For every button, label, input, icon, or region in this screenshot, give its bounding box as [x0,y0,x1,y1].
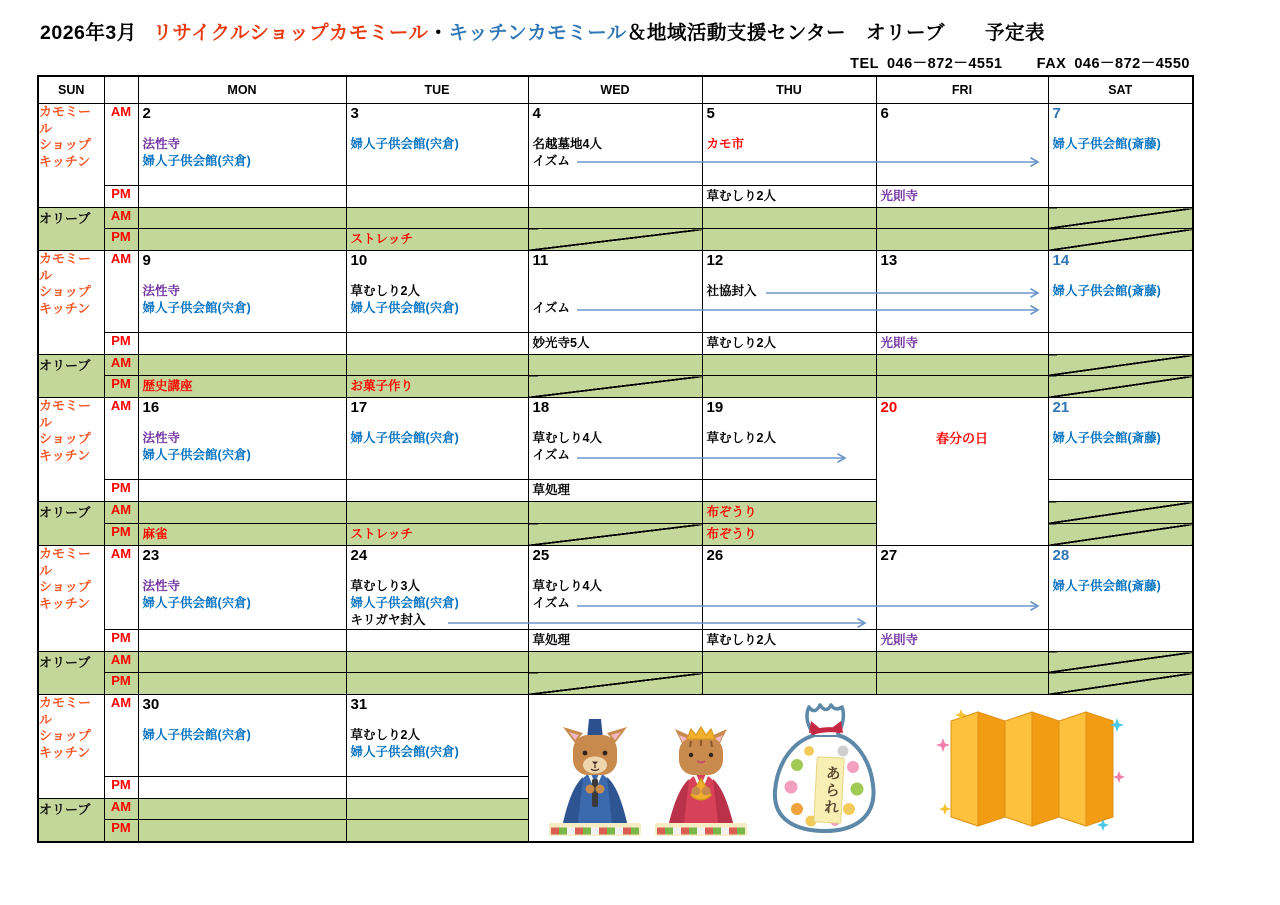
schedule-entry: 婦人子供会館(宍倉) [350,431,459,445]
row-label-chamomile-shop-kitchen [38,398,104,502]
holiday-label: 春分の日 [935,431,988,446]
schedule-entry: 草むしり4人 [532,431,602,445]
cell-week3-wed-olive-am [528,502,702,524]
schedule-entry: 草むしり2人 [706,189,776,203]
schedule-entry: 法性寺 [142,137,181,151]
row-label-olive: オリーブ [38,652,104,695]
schedule-table [37,75,1194,843]
pm-label: PM [104,630,138,652]
schedule-entry: カモ市 [706,137,745,151]
pm-label: PM [104,333,138,355]
cell-week2-wed-olive-pm [528,376,702,398]
schedule-entry: 草処理 [532,633,571,647]
schedule-entry: ストレッチ [350,527,413,541]
cell-week4-mon-olive-am [138,652,346,673]
week-2-olive-pm-row [38,376,1193,398]
row-label-line: カモミール [39,398,92,430]
schedule-entry: 婦人子供会館(斎藤) [1052,579,1161,593]
schedule-entry: 婦人子供会館(宍倉) [142,728,251,742]
schedule-entry: 麻雀 [142,527,168,541]
day-number: 10 [350,252,368,269]
cell-week1-mon-pm [138,186,346,208]
cell-week1-sat-olive-pm [1048,229,1193,251]
cell-week1-mon-olive-am [138,208,346,229]
cell-week4-wed-am [528,546,702,630]
cell-week1-tue-olive-pm [346,229,528,251]
header-sun: SUN [38,76,104,104]
cell-week3-wed-olive-pm [528,524,702,546]
day-number: 30 [142,696,160,713]
row-label-chamomile-shop-kitchen [38,695,104,799]
day-number: 19 [706,399,724,416]
cell-week5-mon-pm [138,777,346,799]
row-label-line: カモミール [39,251,92,283]
cell-week5-mon-am [138,695,346,777]
row-label-line: ショップ [39,579,91,594]
cell-week4-thu-pm [702,630,876,652]
cell-week2-mon-am [138,251,346,333]
olive-pm-label: PM [104,376,138,398]
cell-week4-tue-olive-pm [346,673,528,695]
day-number: 6 [880,105,889,122]
day-number: 17 [350,399,368,416]
row-label-chamomile-shop-kitchen [38,251,104,355]
day-number: 31 [350,696,368,713]
row-label-line: キッチン [39,595,91,611]
tel-number: 046－872－4551 [886,56,1003,72]
cell-week5-mon-olive-pm [138,820,346,842]
week-1-olive-am-row [38,208,1193,229]
cell-week4-tue-olive-am [346,652,528,673]
schedule-entry: 婦人子供会館(宍倉) [142,301,251,315]
day-number: 4 [532,105,541,122]
schedule-entry: 光則寺 [880,633,919,647]
schedule-entry: 草むしり2人 [706,633,776,647]
cell-week4-fri-olive-am [876,652,1048,673]
am-label: AM [104,251,138,333]
pm-label: PM [104,186,138,208]
row-label-olive: オリーブ [38,502,104,546]
week-4-am-row [38,546,1193,630]
header-row [38,76,1193,104]
schedule-entry: 光則寺 [880,189,919,203]
olive-pm-label: PM [104,820,138,842]
am-label: AM [104,398,138,480]
day-number: 5 [706,105,715,122]
row-label-chamomile-shop-kitchen [38,104,104,208]
row-label-olive: オリーブ [38,208,104,251]
schedule-entry: 婦人子供会館(宍倉) [142,596,251,610]
cell-week1-wed-olive-pm [528,229,702,251]
hina-dolls-illustration [545,719,750,839]
olive-am-label: AM [104,355,138,376]
week-3-am-row [38,398,1193,480]
header-wed: WED [528,76,702,104]
cell-week1-thu-olive-pm [702,229,876,251]
title-kitchen: キッチンカモミール [448,22,627,44]
schedule-entry: 婦人子供会館(宍倉) [142,448,251,462]
header-spacer [104,76,138,104]
week-2-pm-row [38,333,1193,355]
cell-week2-mon-pm [138,333,346,355]
cell-week1-thu-pm [702,186,876,208]
schedule-entry: 婦人子供会館(宍倉) [350,137,459,151]
cell-holiday-fri [876,398,1048,546]
cell-week2-wed-pm [528,333,702,355]
cell-week1-mon-am [138,104,346,186]
fax-number: 046－872－4550 [1074,56,1190,72]
cell-week4-sat-olive-pm [1048,673,1193,695]
week-2-olive-am-row [38,355,1193,376]
day-number: 24 [350,547,368,564]
cell-week1-wed-am [528,104,702,186]
cell-week1-sat-pm [1048,186,1193,208]
am-label: AM [104,104,138,186]
schedule-entry: お菓子作り [350,379,414,393]
olive-am-label: AM [104,799,138,820]
schedule-entry: イズム [532,448,570,462]
cell-week4-mon-olive-pm [138,673,346,695]
contact-line [37,52,1190,73]
olive-am-label: AM [104,652,138,673]
cell-week2-thu-olive-pm [702,376,876,398]
page-title [40,17,1045,45]
cell-week2-thu-am [702,251,876,333]
day-number: 18 [532,399,550,416]
row-label-line: カモミール [39,104,92,136]
cell-week1-fri-olive-pm [876,229,1048,251]
schedule-entry: 草むしり2人 [350,728,420,742]
week-4-olive-am-row [38,652,1193,673]
schedule-entry: イズム [532,596,570,610]
illustration-cell [528,695,1193,842]
weekday-header [38,76,1193,104]
schedule-entry [529,283,702,300]
cell-week2-sat-am [1048,251,1193,333]
cell-week4-sat-pm [1048,630,1193,652]
schedule-entry: 妙光寺5人 [532,336,590,350]
cell-week4-fri-pm [876,630,1048,652]
cell-week3-wed-pm [528,480,702,502]
cell-week3-tue-pm [346,480,528,502]
cell-week5-tue-olive-am [346,799,528,820]
header-tue: TUE [346,76,528,104]
cell-week3-mon-pm [138,480,346,502]
cell-week2-fri-olive-am [876,355,1048,376]
cell-week4-wed-olive-pm [528,673,702,695]
tel-label: TEL [850,56,879,72]
row-label-line: カモミール [39,695,92,727]
cell-week2-tue-olive-am [346,355,528,376]
cell-week4-thu-olive-pm [702,673,876,695]
cell-week4-fri-am [876,546,1048,630]
title-month: 2026年3月 [40,22,137,44]
cell-week3-sat-am [1048,398,1193,480]
cell-week5-tue-olive-pm [346,820,528,842]
schedule-entry: 草むしり3人 [350,579,420,593]
day-number: 27 [880,547,898,564]
day-number: 26 [706,547,724,564]
cell-week3-sat-olive-pm [1048,524,1193,546]
cell-week5-tue-am [346,695,528,777]
row-label-line: ショップ [39,728,91,743]
day-number: 11 [532,252,549,269]
cell-week4-mon-pm [138,630,346,652]
cell-week3-mon-olive-am [138,502,346,524]
cell-week1-wed-pm [528,186,702,208]
cell-week3-tue-olive-pm [346,524,528,546]
am-label: AM [104,546,138,630]
schedule-body [38,104,1193,842]
row-label-line: キッチン [39,744,91,760]
schedule-entry: 布ぞうり [706,527,757,541]
day-number: 3 [350,105,359,122]
cell-week2-fri-olive-pm [876,376,1048,398]
schedule-entry: 法性寺 [142,431,181,445]
olive-am-label: AM [104,208,138,229]
pm-label: PM [104,480,138,502]
cell-week3-thu-am [702,398,876,480]
schedule-entry: 草むしり2人 [350,284,420,298]
cell-week1-fri-olive-am [876,208,1048,229]
schedule-entry: 婦人子供会館(宍倉) [350,745,459,759]
cell-week1-tue-olive-am [346,208,528,229]
cell-week4-sat-olive-am [1048,652,1193,673]
week-4-olive-pm-row [38,673,1193,695]
header-fri: FRI [876,76,1048,104]
cell-week4-wed-olive-am [528,652,702,673]
cell-week2-thu-pm [702,333,876,355]
cell-week4-mon-am [138,546,346,630]
olive-pm-label: PM [104,524,138,546]
cell-week1-tue-pm [346,186,528,208]
row-label-chamomile-shop-kitchen [38,546,104,652]
cell-week3-wed-am [528,398,702,480]
cell-week3-sat-olive-am [1048,502,1193,524]
day-number: 9 [142,252,151,269]
cell-week3-thu-olive-am [702,502,876,524]
hina-cat-doll [655,727,747,836]
cell-week3-thu-olive-pm [702,524,876,546]
header-thu: THU [702,76,876,104]
cell-week2-sat-olive-am [1048,355,1193,376]
cell-week3-tue-olive-am [346,502,528,524]
schedule-entry: 法性寺 [142,579,181,593]
schedule-entry: 歴史講座 [142,379,193,393]
day-number: 12 [706,252,724,269]
day-number: 23 [142,547,160,564]
row-label-line: ショップ [39,284,91,299]
cell-week2-wed-olive-am [528,355,702,376]
cell-week2-fri-pm [876,333,1048,355]
cell-week2-mon-olive-pm [138,376,346,398]
cell-week3-thu-pm [702,480,876,502]
olive-pm-label: PM [104,673,138,695]
cell-week4-tue-pm [346,630,528,652]
cell-week1-sat-olive-am [1048,208,1193,229]
schedule-entry: イズム [532,301,570,315]
cell-week2-tue-am [346,251,528,333]
cell-week4-tue-am [346,546,528,630]
week-2-am-row [38,251,1193,333]
schedule-entry: 草むしり2人 [706,431,776,445]
cell-week1-sat-am [1048,104,1193,186]
day-number: 16 [142,399,160,416]
week-1-am-row [38,104,1193,186]
schedule-entry: 社協封入 [706,284,757,298]
row-label-line: キッチン [39,153,91,169]
week-4-pm-row [38,630,1193,652]
schedule-entry: ストレッチ [350,232,413,246]
schedule-entry: 婦人子供会館(斎藤) [1052,137,1161,151]
day-number: 2 [142,105,151,122]
cell-week4-fri-olive-pm [876,673,1048,695]
cell-week3-tue-am [346,398,528,480]
schedule-entry: イズム [532,154,570,168]
cell-week4-wed-pm [528,630,702,652]
cell-week1-wed-olive-am [528,208,702,229]
am-label: AM [104,695,138,777]
cell-week5-tue-pm [346,777,528,799]
title-rest: ＆地域活動支援センター オリーブ 予定表 [626,22,1046,44]
cell-week1-thu-am [702,104,876,186]
hina-dog-doll [549,719,641,836]
cell-week3-mon-olive-pm [138,524,346,546]
day-number: 14 [1052,252,1070,269]
schedule-entry: 婦人子供会館(宍倉) [142,154,251,168]
day-number: 21 [1052,399,1070,416]
week-5-am-row [38,695,1193,777]
cell-week1-fri-am [876,104,1048,186]
cell-week2-tue-pm [346,333,528,355]
cell-week2-tue-olive-pm [346,376,528,398]
cell-week2-sat-pm [1048,333,1193,355]
week-1-olive-pm-row [38,229,1193,251]
cell-week1-tue-am [346,104,528,186]
day-number: 25 [532,547,550,564]
schedule-entry: 婦人子供会館(宍倉) [350,596,459,610]
hinamatsuri-illustrations [529,695,1193,841]
cell-week5-mon-olive-am [138,799,346,820]
cell-week1-thu-olive-am [702,208,876,229]
title-recycle-shop: リサイクルショップカモミール [152,22,429,44]
row-label-line: カモミール [39,546,92,578]
fax-label: FAX [1036,56,1067,72]
schedule-entry: 名越墓地4人 [532,137,602,151]
schedule-entry: 婦人子供会館(斎藤) [1052,284,1161,298]
arare-bag-label: あられ [813,756,844,823]
cell-week2-fri-am [876,251,1048,333]
cell-week4-thu-am [702,546,876,630]
cell-week3-sat-pm [1048,480,1193,502]
cell-week1-mon-olive-pm [138,229,346,251]
header-mon: MON [138,76,346,104]
schedule-entry: 婦人子供会館(宍倉) [350,301,459,315]
schedule-entry: 草むしり4人 [532,579,602,593]
schedule-entry: 草処理 [532,483,571,497]
pm-label: PM [104,777,138,799]
cell-week2-mon-olive-am [138,355,346,376]
schedule-entry: 光則寺 [880,336,919,350]
gold-folding-screen-illustration [935,705,1125,833]
title-dot: ・ [428,22,449,44]
week-1-pm-row [38,186,1193,208]
cell-week2-sat-olive-pm [1048,376,1193,398]
schedule-entry: 婦人子供会館(斎藤) [1052,431,1161,445]
day-number: 13 [880,252,898,269]
row-label-line: キッチン [39,300,91,316]
cell-week2-thu-olive-am [702,355,876,376]
olive-am-label: AM [104,502,138,524]
schedule-entry: 布ぞうり [706,505,757,519]
cell-week1-fri-pm [876,186,1048,208]
schedule-entry: 法性寺 [142,284,181,298]
row-label-line: ショップ [39,137,91,152]
olive-pm-label: PM [104,229,138,251]
day-number: 20 [880,399,898,416]
day-number: 7 [1052,105,1061,122]
cell-week4-thu-olive-am [702,652,876,673]
cell-week3-mon-am [138,398,346,480]
cell-week2-wed-am [528,251,702,333]
header-sat: SAT [1048,76,1193,104]
cell-week4-sat-am [1048,546,1193,630]
row-label-line: ショップ [39,431,91,446]
day-number: 28 [1052,547,1070,564]
row-label-olive: オリーブ [38,355,104,398]
schedule-entry: キリガヤ封入 [350,613,426,627]
row-label-line: キッチン [39,447,91,463]
schedule-entry: 草むしり2人 [706,336,776,350]
row-label-olive: オリーブ [38,799,104,842]
